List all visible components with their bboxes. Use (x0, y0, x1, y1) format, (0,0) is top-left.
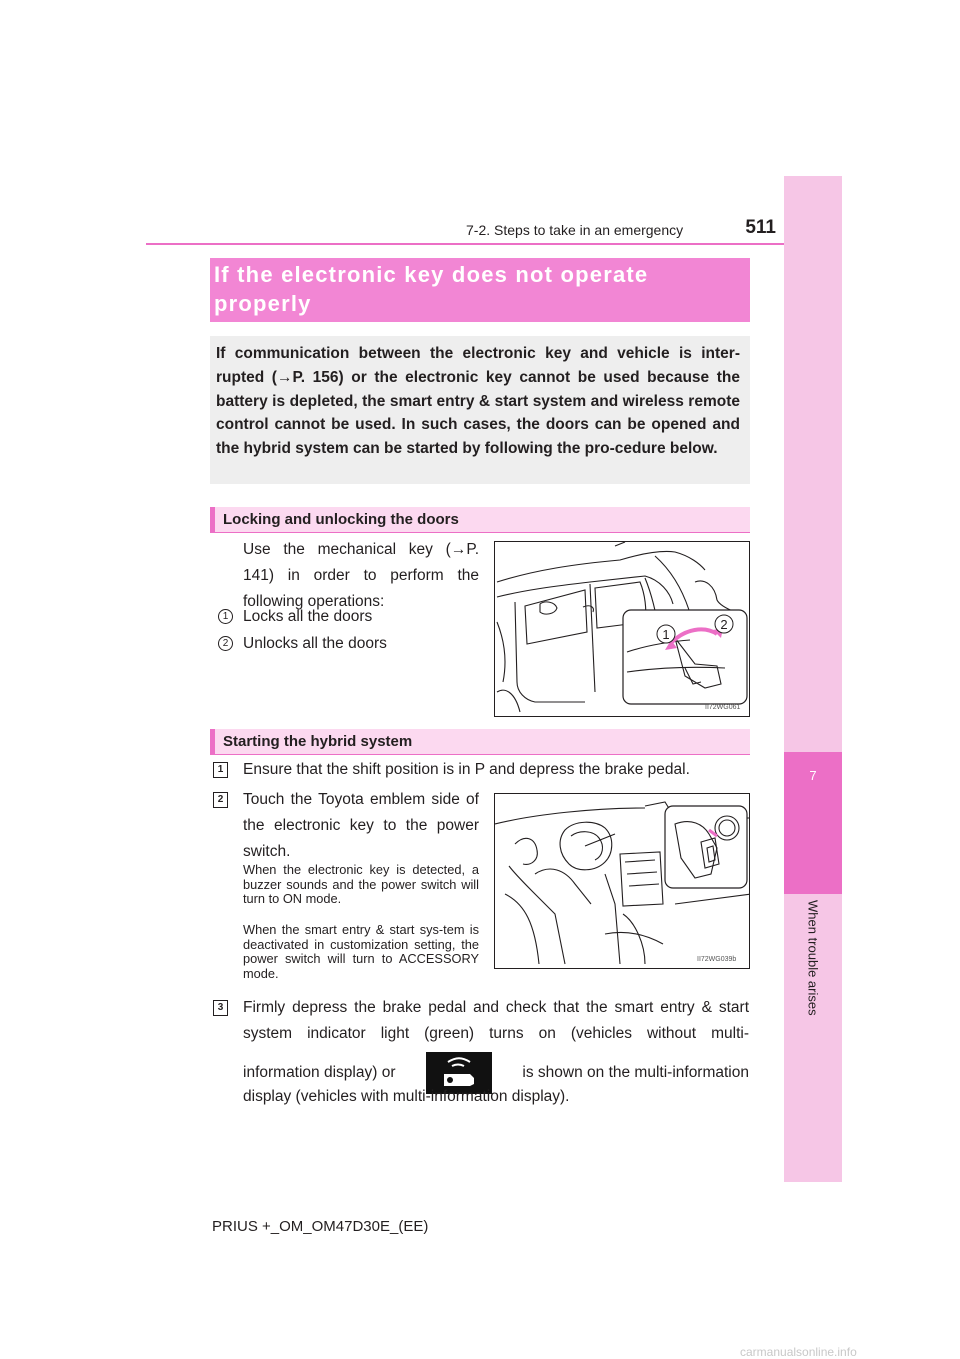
starting-heading-bar (210, 729, 750, 755)
figure-code-1: II72WG061 (705, 704, 741, 711)
header-rule (146, 243, 784, 245)
locking-heading-bar (210, 507, 750, 533)
step-3-text-c: display (vehicles with multi-information display). (243, 1088, 570, 1105)
chapter-number: 7 (809, 768, 817, 783)
step-2-text: Touch the Toyota emblem side of the electronic key to the power switch. (243, 791, 479, 860)
car-door-key-drawing (495, 542, 750, 717)
item-unlocks-all-doors: Unlocks all the doors (243, 635, 387, 652)
starting-heading: Starting the hybrid system (223, 733, 413, 750)
power-switch-illustration (494, 793, 750, 969)
step-3-text-b2: is shown on the multi-information (522, 1064, 749, 1081)
step-number-3: 3 (213, 1000, 228, 1016)
item-locks-all-doors: Locks all the doors (243, 608, 373, 625)
step-3-text-b1: information display) or (243, 1064, 396, 1081)
main-title: If the electronic key does not operate properly (214, 262, 649, 316)
figure-code-2: II72WG039b (697, 956, 737, 963)
main-title-bar (210, 258, 750, 322)
section-title: 7-2. Steps to take in an emergency (466, 222, 684, 238)
chapter-label: When trouble arises (805, 900, 821, 1016)
step-number-1: 1 (213, 762, 228, 778)
step-number-2: 2 (213, 792, 228, 808)
step-3-text-a: Firmly depress the brake pedal and check that the smart entry & start system indicator light (green) turns on (vehicles without multi- (243, 999, 749, 1042)
note-accessory-mode: When the smart entry & start sys-tem is deactivated in customization setting, the power switch will turn to ACCESSORY mode. (243, 922, 479, 981)
callout-2: 2 (720, 617, 728, 632)
footer-document-code: PRIUS +_OM_OM47D30E_(EE) (212, 1218, 429, 1235)
locking-heading: Locking and unlocking the doors (223, 511, 459, 528)
mechanical-key-illustration (494, 541, 750, 717)
item-number-2: 2 (218, 636, 233, 651)
driver-power-switch-drawing (495, 794, 750, 969)
item-number-1: 1 (218, 609, 233, 624)
step-1-text: Ensure that the shift position is in P and depress the brake pedal. (243, 761, 690, 778)
intro-box (210, 336, 750, 484)
intro-text: If communication between the electronic key and vehicle is inter-rupted (→P. 156) or the electronic key cannot be used because the battery is depleted, the smart entry & start system and wireless remote control cannot be used. In such cases, the doors can be opened and the hybrid system can be started by following the pro-cedure below. (216, 345, 740, 458)
note-key-detected: When the electronic key is detected, a buzzer sounds and the power switch will turn to ON mode. (243, 862, 479, 906)
page-number: 511 (745, 217, 776, 238)
watermark: carmanualsonline.info (740, 1345, 857, 1359)
side-chapter-tab (784, 176, 842, 1182)
locking-text: Use the mechanical key (→P. 141) in order to perform the following operations: (243, 541, 479, 610)
callout-1: 1 (662, 627, 670, 642)
